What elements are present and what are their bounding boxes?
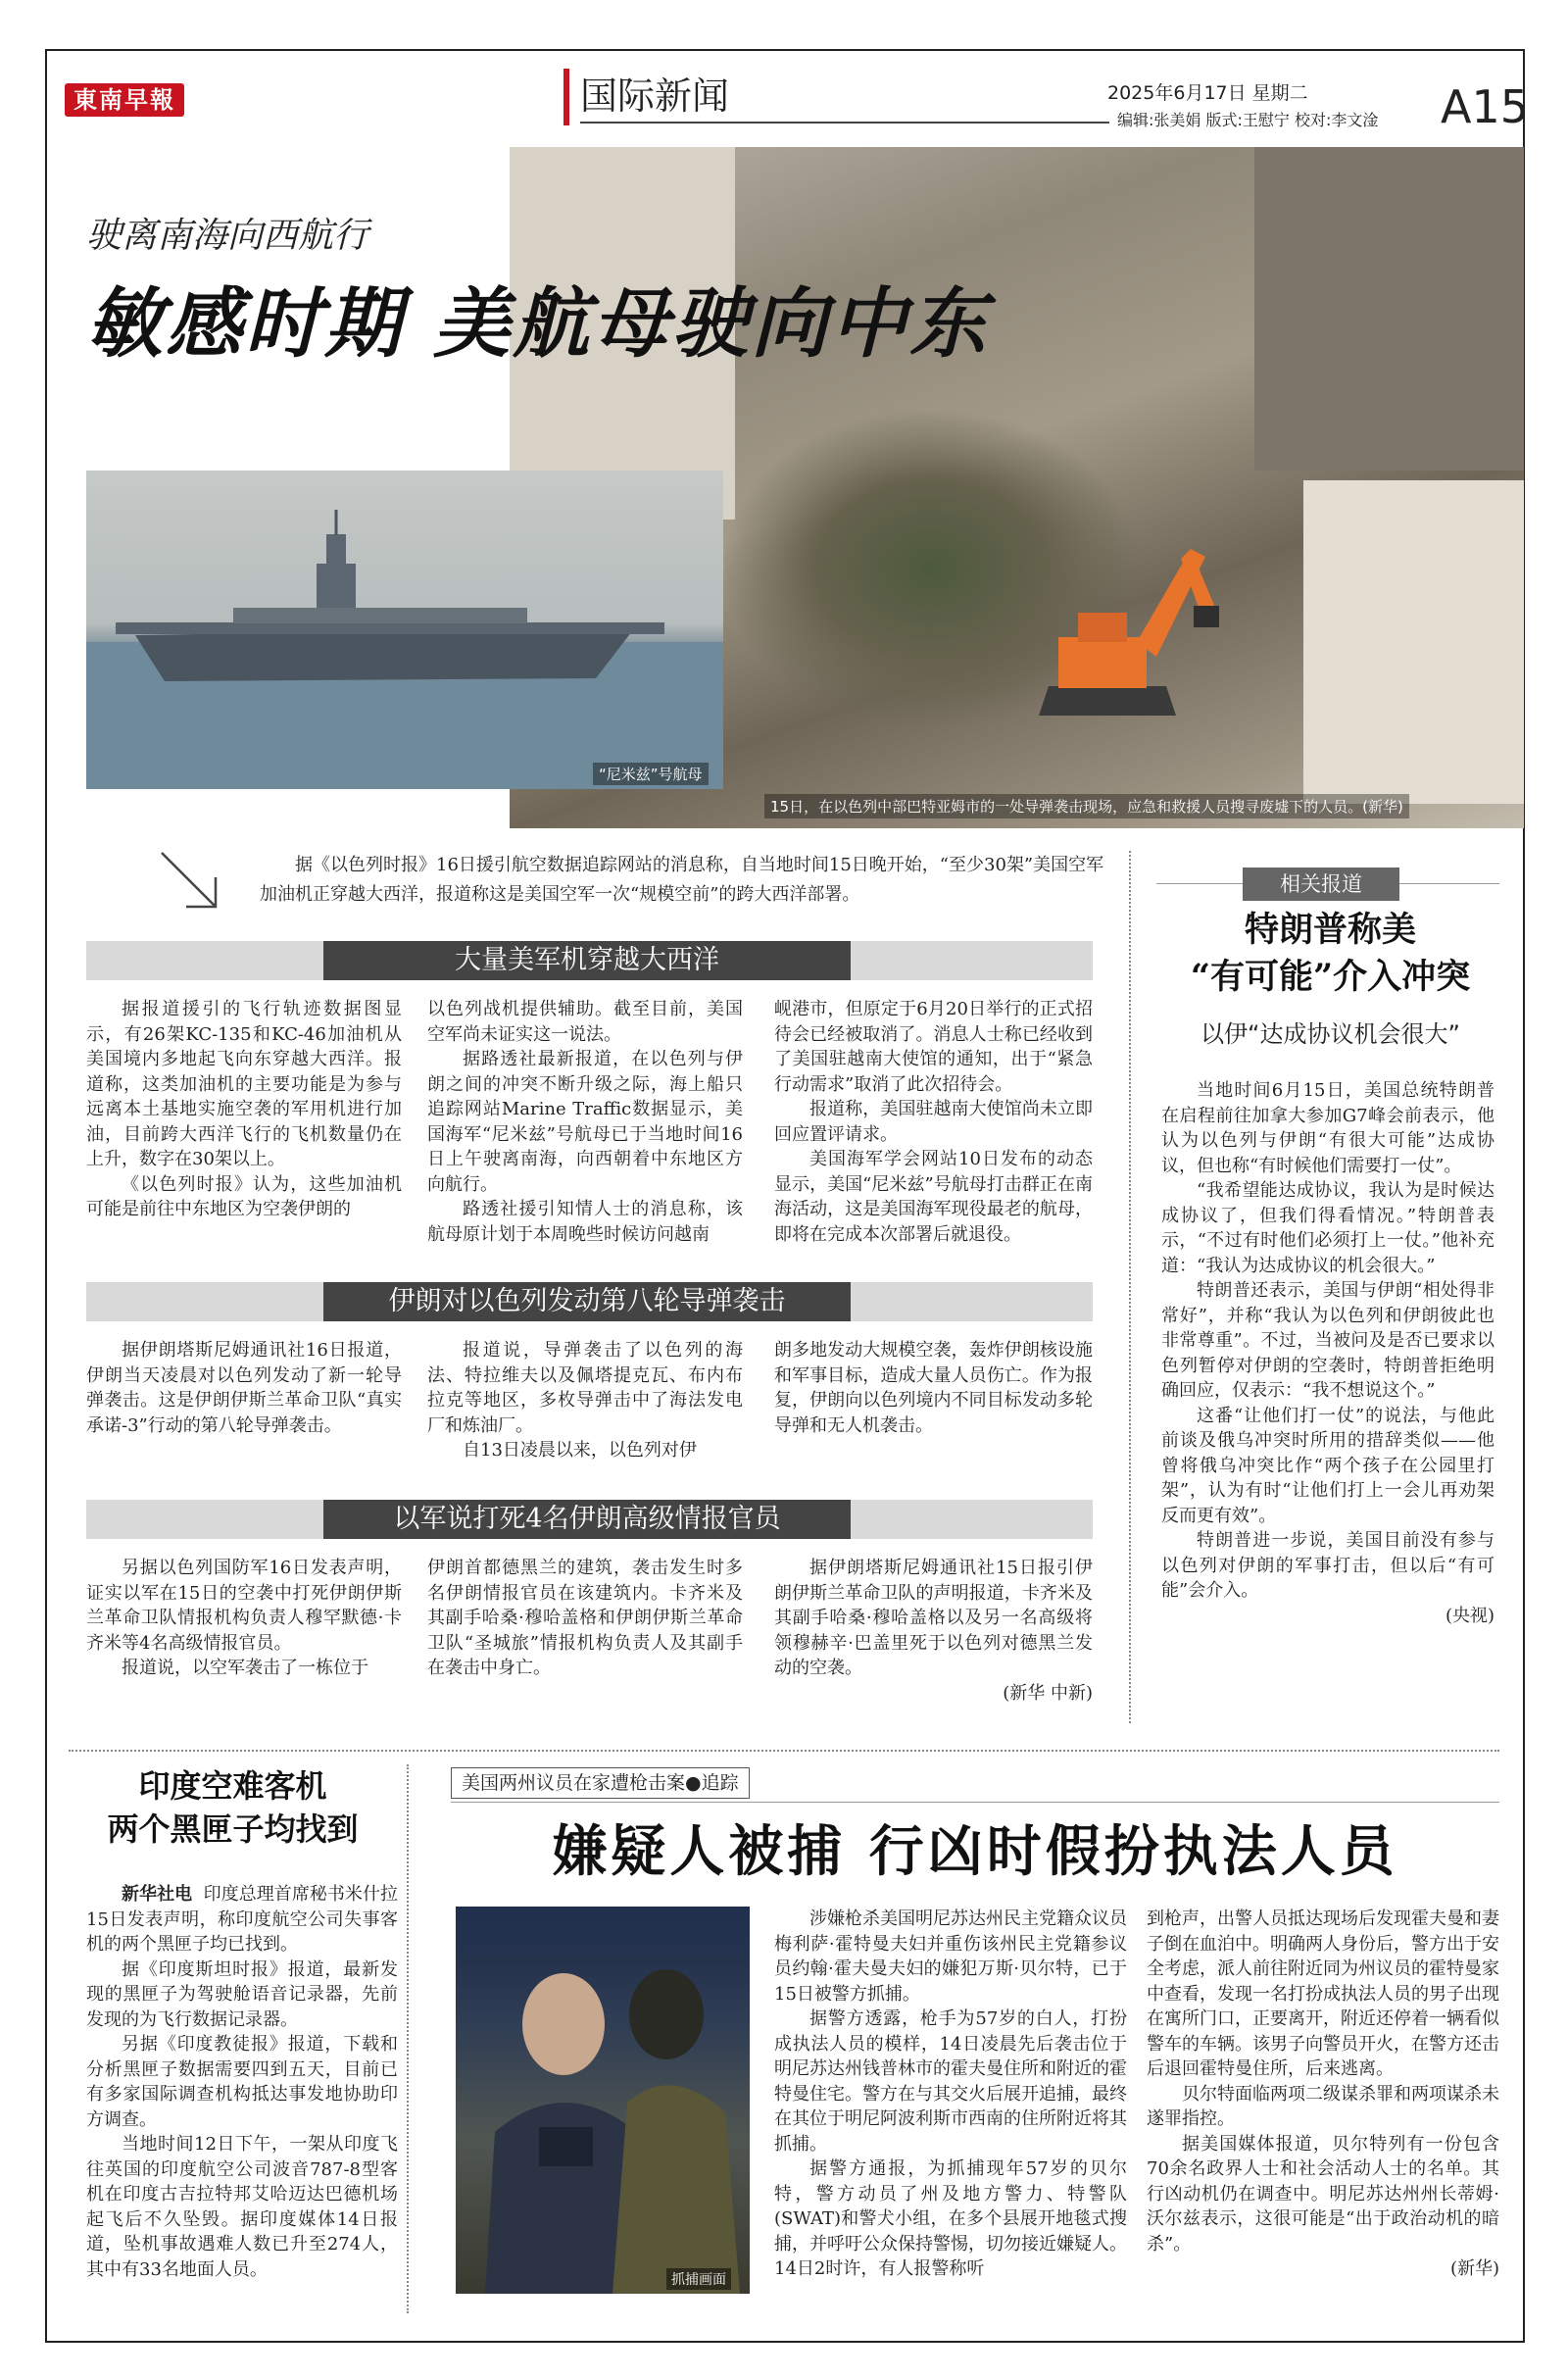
section3-column1: 另据以色列国防军16日发表声明，证实以军在15日的空袭中打死伊朗伊斯兰革命卫队情报机构负责人穆罕默德·卡齐米等4名高级情报官员。 报道说，以空军袭击了一栋位于 [86,1558,402,1678]
subhead-israel-strike: 以军说打死4名伊朗高级情报官员 [323,1500,851,1539]
subhead-band-2 [86,1282,1093,1321]
subhead-iran-missiles: 伊朗对以色列发动第八轮导弹袭击 [323,1282,851,1321]
subhead-band-1 [86,941,1093,980]
section3-column3: 据伊朗塔斯尼姆通讯社15日报引伊朗伊斯兰革命卫队的声明报道，卡齐米及其副手哈桑·穆哈盖格以及另一名高级将领穆赫辛·巴盖里死于以色列对德黑兰发动的空袭。 (新华 中新) [774,1556,1093,1706]
section2-column3: 朗多地发动大规模空袭，轰炸伊朗核设施和军事目标，造成大量人员伤亡。作为报复，伊朗向以色列境内不同目标发动多轮导弹和无人机袭击。 [774,1340,1093,1436]
related-credit: (央视) [1445,1605,1494,1626]
shooting-headline: 嫌疑人被捕 行凶时假扮执法人员 [552,1819,1398,1884]
related-headline: 特朗普称美 “有可能”介入冲突 [1190,910,1471,997]
section1-column3: 岘港市，但原定于6月20日举行的正式招待会已经被取消了。消息人士称已经收到了美国驻越南大使馆的通知，出于“紧急行动需求”取消了此次招待会。 报道称，美国驻越南大使馆尚未立即回应置评请求。 美国海军学会网站10日发布的动态显示，美国“尼米兹”号航母打击群正在南海活动，这是美国海军现役最老的航母，即将在完成本次部署后就退役。 [774,999,1093,1245]
arrest-photo [456,1907,750,2294]
bottom-column-divider [407,1764,409,2313]
related-subtitle: 以伊“达成协议机会很大” [1200,1020,1460,1048]
arrest-photo-caption: 抓捕画面 [666,2268,731,2290]
ship-photo-caption: “尼米兹”号航母 [593,763,709,785]
editor-credits: 编辑:张美娟 版式:王慰宁 校对:李文淦 [1117,111,1379,129]
follow-up-tag: 美国两州议员在家遭枪击案●追踪 [451,1767,750,1799]
india-dateline: 新华社电 [122,1884,193,1905]
issue-date: 2025年6月17日 星期二 [1107,82,1308,104]
page-number: A15 [1441,80,1530,133]
section2-column2: 报道说，导弹袭击了以色列的海法、特拉维夫以及佩塔提克瓦、布内布拉克等地区，多枚导弹击中了海法发电厂和炼油厂。 自13日凌晨以来，以色列对伊 [427,1340,743,1461]
main-photo-caption: 15日，在以色列中部巴特亚姆市的一处导弹袭击现场，应急和救援人员搜寻废墟下的人员。(新华) [764,794,1409,818]
shooting-column1: 涉嫌枪杀美国明尼苏达州民主党籍众议员梅利萨·霍特曼夫妇并重伤该州民主党籍参议员约翰·霍夫曼夫妇的嫌犯万斯·贝尔特，已于15日被警方抓捕。 据警方透露，枪手为57岁的白人，打扮成执法人员的模样，14日凌晨先后袭击位于明尼苏达州钱普林市的霍夫曼住所和附近的霍特曼住宅。警方在与其交火后展开追捕，最终在其位于明尼阿波利斯市西南的住所附近将其抓捕。 据警方通报，为抓捕现年57岁的贝尔特，警方动员了州及地方警力、特警队(SWAT)和警犬小组，在多个县展开地毯式搜捕，并呼吁公众保持警惕，切勿接近嫌疑人。14日2时许，有人报警称听 [774,1908,1127,2279]
arrow-down-right-icon [157,848,225,917]
section2-column1: 据伊朗塔斯尼姆通讯社16日报道，伊朗当天凌晨对以色列发动了新一轮导弹袭击。这是伊朗伊斯兰革命卫队“真实承诺-3”行动的第八轮导弹袭击。 [86,1340,402,1436]
follow-up-rule [451,1802,1499,1803]
aircraft-carrier-photo [86,471,723,789]
section-name: 国际新闻 [580,74,730,118]
section1-column1: 据报道援引的飞行轨迹数据图显示，有26架KC-135和KC-46加油机从美国境内多地起飞向东穿越大西洋。报道称，这类加油机的主要功能是为参与远离本土基地实施空袭的军用机进行加油，目前跨大西洋飞行的飞机数量仍在上升，数字在30架以上。 《以色列时报》认为，这些加油机可能是前往中东地区为空袭伊朗的 [86,999,402,1219]
excavator-icon [1019,520,1225,725]
related-tag: 相关报道 [1243,867,1399,901]
related-body: 当地时间6月15日，美国总统特朗普在启程前往加拿大参加G7峰会前表示，他认为以色列与伊朗“有很大可能”达成协议，但也称“有时候他们需要打一仗”。 “我希望能达成协议，我认为是时候达成协议了，但我们得看情况。”特朗普表示，“不过有时他们必须打上一仗。”他补充道：“我认为达成协议的机会很大。” 特朗普还表示，美国与伊朗“相处得非常好”，并称“我认为以色列和伊朗彼此也非常尊重”。不过，当被问及是否已要求以色列暂停对伊朗的空袭时，特朗普拒绝明确回应，仅表示：“我不想说这个。” 这番“让他们打一仗”的说法，与他此前谈及俄乌冲突时所用的措辞类似——他曾将俄乌冲突比作“两个孩子在公园里打架”，认为有时“让他们打上一会儿再劝架反而更有效”。 特朗普进一步说，美国目前没有参与以色列对伊朗的军事打击，但以后“有可能”会介入。 (央视) [1161,1078,1494,1628]
section3-column2: 伊朗首都德黑兰的建筑，袭击发生时多名伊朗情报官员在该建筑内。卡齐米及其副手哈桑·穆哈盖格和伊朗伊斯兰革命卫队“圣城旅”情报机构负责人及其副手在袭击中身亡。 [427,1558,743,1678]
main-headline: 敏感时期 美航母驶向中东 [86,280,990,369]
column-divider [1129,851,1131,1723]
india-crash-headline: 印度空难客机 两个黑匣子均找到 [107,1767,359,1848]
subhead-band-3 [86,1500,1093,1539]
shooting-credit: (新华) [1449,2258,1499,2279]
officer-figure-icon [456,1907,750,2294]
section3-credit: (新华 中新) [1003,1682,1093,1704]
shooting-column2: 到枪声，出警人员抵达现场后发现霍夫曼和妻子倒在血泊中。明确两人身份后，警方出于安全考虑，派人前往附近同为州议员的霍特曼家中查看，发现一名打扮成执法人员的男子出现在寓所门口，正要离开，附近还停着一辆看似警车的车辆。该男子向警员开火，在警方还击后退回霍特曼住所，后来逃离。 贝尔特面临两项二级谋杀罪和两项谋杀未遂罪指控。 据美国媒体报道，贝尔特列有一份包含70余名政界人士和社会活动人士的名单。其行凶动机仍在调查中。明尼苏达州州长蒂姆·沃尔兹表示，这很可能是“出于政治动机的暗杀”。 (新华) [1147,1907,1499,2282]
aircraft-carrier-icon [86,471,723,789]
newspaper-logo: 東南早報 [65,83,184,117]
subhead-us-aircraft: 大量美军机穿越大西洋 [323,941,851,980]
section-accent-bar [564,69,569,125]
header-rule [580,122,1109,124]
india-crash-body: 新华社电 印度总理首席秘书米什拉15日发表声明，称印度航空公司失事客机的两个黑匣子均已找到。 据《印度斯坦时报》报道，最新发现的黑匣子为驾驶舱语音记录器，先前发现的为飞行数据记录器。 另据《印度教徒报》报道，下载和分析黑匣子数据需要四到五天，目前已有多家国际调查机构抵达事发地协助印方调查。 当地时间12日下午，一架从印度飞往英国的印度航空公司波音787-8型客机在印度古吉拉特邦艾哈迈达巴德机场起飞后不久坠毁。据印度媒体14日报道，坠机事故遇难人数已升至274人，其中有33名地面人员。 [86,1884,398,2280]
lead-paragraph: 据《以色列时报》16日援引航空数据追踪网站的消息称，自当地时间15日晚开始，“至少30架”美国空军加油机正穿越大西洋，报道称这是美国空军一次“规模空前”的跨大西洋部署。 [260,855,1104,905]
bottom-section-divider [69,1750,1499,1752]
section1-column2: 以色列战机提供辅助。截至目前，美国空军尚未证实这一说法。 据路透社最新报道，在以色列与伊朗之间的冲突不断升级之际，海上船只追踪网站Marine Traffic数据显示，美国海军“尼米兹”号航母已于当地时间16日上午驶离南海，向西朝着中东地区方向航行。 路透社援引知情人士的消息称，该航母原计划于本周晚些时候访问越南 [427,999,743,1245]
story-kicker: 驶离南海向西航行 [86,216,369,256]
